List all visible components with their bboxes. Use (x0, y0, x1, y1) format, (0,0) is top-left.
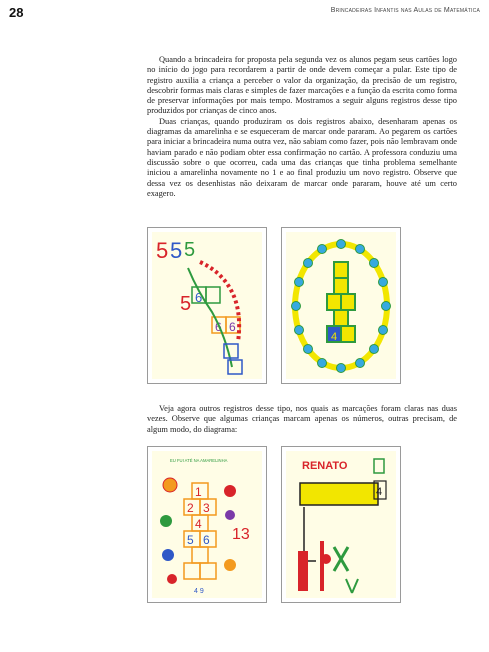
drawing-digit: 5 (170, 238, 183, 263)
drawing-digit: 5 (184, 239, 196, 261)
child-drawing-2 (281, 227, 401, 384)
page-number: 28 (9, 5, 24, 20)
drawing-digit: 6 (203, 533, 210, 547)
child-drawing-4 (281, 446, 401, 603)
child-drawing-4-art (286, 451, 396, 598)
child-drawing-1 (147, 227, 267, 384)
drawing-digit: 2 (187, 501, 194, 515)
drawing-digit: 5 (187, 533, 194, 547)
drawing-name: RENATO (302, 460, 348, 472)
drawing-digit: 4 9 (194, 588, 204, 595)
drawing-digit: 4 (376, 486, 383, 498)
drawing-digit: 6 (195, 290, 203, 305)
drawing-digit: 1 (195, 485, 202, 499)
child-drawing-1-art (152, 232, 262, 379)
drawing-caption: EU FUI ATÉ NA AMARELINHA (170, 458, 228, 463)
drawing-digit: 3 (203, 501, 210, 515)
drawing-digit: 13 (232, 526, 250, 543)
paragraph-1: Quando a brincadeira for proposta pela segunda vez os alunos pegam seus cartões logo no início do jogo para recordarem a partir de onde devem começar a pular. Este tipo de registro auxilia a criança a perceber o valor da organização, da precisão de um registro, descobrir formas mais claras e simples de fazer marcações e a função da escrita como forma de preservar informações por mais tempo. Mostramos a seguir alguns registros desse tipo produzidos por crianças de cinco anos. (147, 55, 457, 116)
drawing-digit: 5 (156, 238, 169, 263)
body-text-bottom (147, 404, 457, 435)
running-head: Brincadeiras Infantis nas Aulas de Matemática (330, 7, 480, 14)
drawing-digit: 4 (331, 331, 338, 343)
drawing-digit: 5 (180, 293, 192, 315)
child-drawing-3-art (152, 451, 262, 598)
body-text-top (147, 55, 457, 199)
child-drawing-3 (147, 446, 267, 603)
child-drawing-2-art (286, 232, 396, 379)
drawing-digit: 6 (229, 320, 236, 334)
drawing-digit: 4 (195, 517, 202, 531)
paragraph-2: Duas crianças, quando produziram os dois registros abaixo, desenharam apenas os diagramas da amarelinha e se esqueceram de marcar onde pararam. Ao pegarem os cartões para iniciar a brincadeira numa outra vez, não sabiam como fazer, pois não lembravam onde haviam parado e não podiam obter essa confirmação no cartão. A professora conduziu uma discussão sobre o que ocorreu, cada uma das crianças que tinha problema semelhante iniciou a amarelinha novamente no 1 e ao final produziu um novo registro. Observe que dessa vez os desenhistas não deixaram de marcar onde pararam, houve até um certo exagero. (147, 116, 457, 198)
drawing-digit: 6 (215, 320, 222, 334)
paragraph-3: Veja agora outros registros desse tipo, nos quais as marcações foram claras nas duas vezes. Observe que algumas crianças marcam apenas os números, outras precisam, de algum modo, do diagrama: (147, 404, 457, 434)
